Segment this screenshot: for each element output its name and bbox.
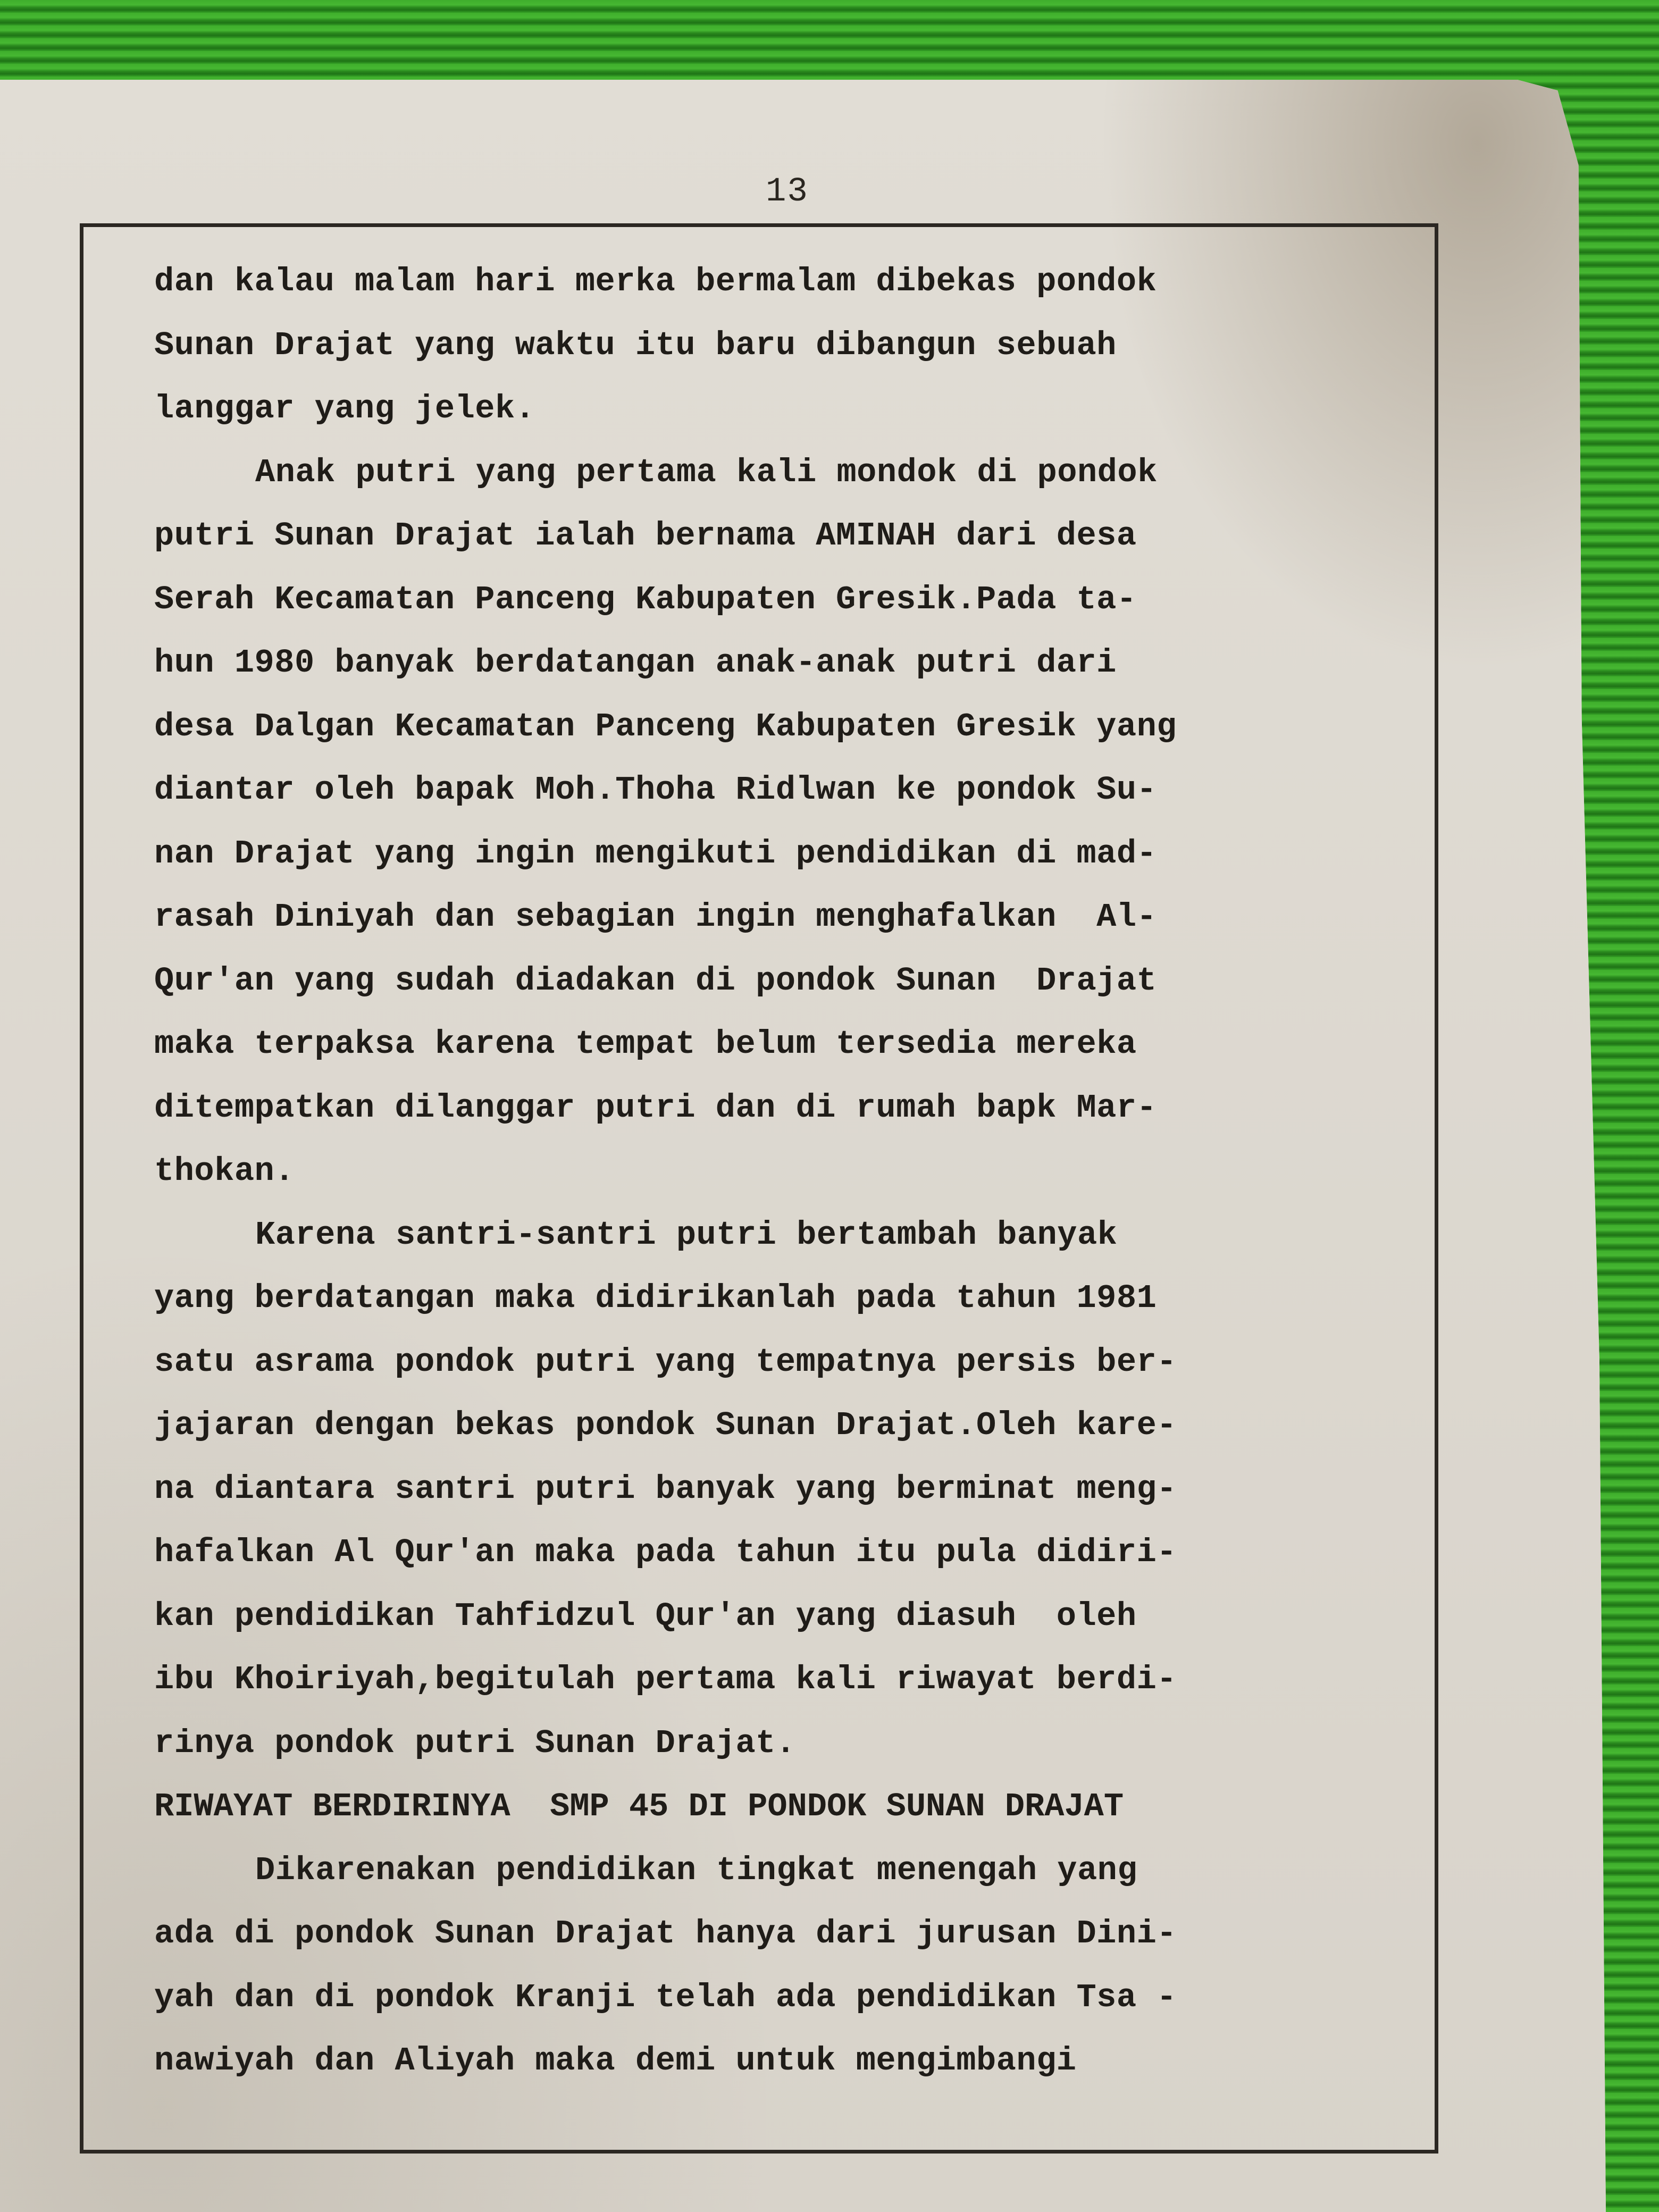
text-line: hun 1980 banyak berdatangan anak-anak putri dari: [154, 644, 1117, 682]
document-body: [154, 250, 1441, 2093]
text-line: ibu Khoiriyah,begitulah pertama kali riwayat berdi-: [154, 1661, 1177, 1698]
text-line: jajaran dengan bekas pondok Sunan Drajat.Oleh kare-: [154, 1406, 1177, 1444]
text-line: nan Drajat yang ingin mengikuti pendidikan di mad-: [154, 834, 1157, 873]
text-line: Anak putri yang pertama kali mondok di pondok: [255, 453, 1158, 491]
text-line: Qur'an yang sudah diadakan di pondok Sunan Drajat: [154, 961, 1157, 1000]
text-line: rinya pondok putri Sunan Drajat.: [154, 1724, 796, 1762]
text-line: Sunan Drajat yang waktu itu baru dibangun sebuah: [154, 326, 1117, 364]
text-line: dan kalau malam hari merka bermalam dibekas pondok: [154, 263, 1157, 300]
section-heading: RIWAYAT BERDIRINYA SMP 45 DI PONDOK SUNAN DRAJAT: [154, 1788, 1124, 1825]
text-line: thokan.: [154, 1152, 295, 1190]
text-line: na diantara santri putri banyak yang berminat meng-: [154, 1470, 1177, 1508]
page-number: 13: [766, 173, 809, 211]
text-line: yah dan di pondok Kranji telah ada pendidikan Tsa -: [154, 1978, 1177, 2016]
text-line: nawiyah dan Aliyah maka demi untuk mengimbangi: [154, 2042, 1077, 2080]
text-line: kan pendidikan Tahfidzul Qur'an yang diasuh oleh: [154, 1597, 1137, 1635]
text-line: desa Dalgan Kecamatan Panceng Kabupaten Gresik yang: [154, 707, 1177, 745]
text-line: Karena santri-santri putri bertambah banyak: [255, 1216, 1118, 1254]
text-line: hafalkan Al Qur'an maka pada tahun itu pula didiri-: [154, 1534, 1177, 1571]
text-line: langgar yang jelek.: [154, 390, 535, 428]
text-line: ditempatkan dilanggar putri dan di rumah bapk Mar-: [154, 1088, 1157, 1127]
text-line: maka terpaksa karena tempat belum tersedia mereka: [154, 1025, 1137, 1063]
text-line: putri Sunan Drajat ialah bernama AMINAH dari desa: [154, 517, 1137, 555]
text-line: satu asrama pondok putri yang tempatnya persis ber-: [154, 1343, 1177, 1381]
text-line: ada di pondok Sunan Drajat hanya dari jurusan Dini-: [154, 1915, 1177, 1953]
text-line: diantar oleh bapak Moh.Thoha Ridlwan ke pondok Su-: [154, 771, 1157, 809]
text-line: rasah Diniyah dan sebagian ingin menghafalkan Al-: [154, 898, 1157, 936]
text-line: Dikarenakan pendidikan tingkat menengah yang: [255, 1851, 1138, 1889]
text-line: Serah Kecamatan Panceng Kabupaten Gresik.Pada ta-: [154, 580, 1137, 618]
text-line: yang berdatangan maka didirikanlah pada tahun 1981: [154, 1279, 1157, 1317]
